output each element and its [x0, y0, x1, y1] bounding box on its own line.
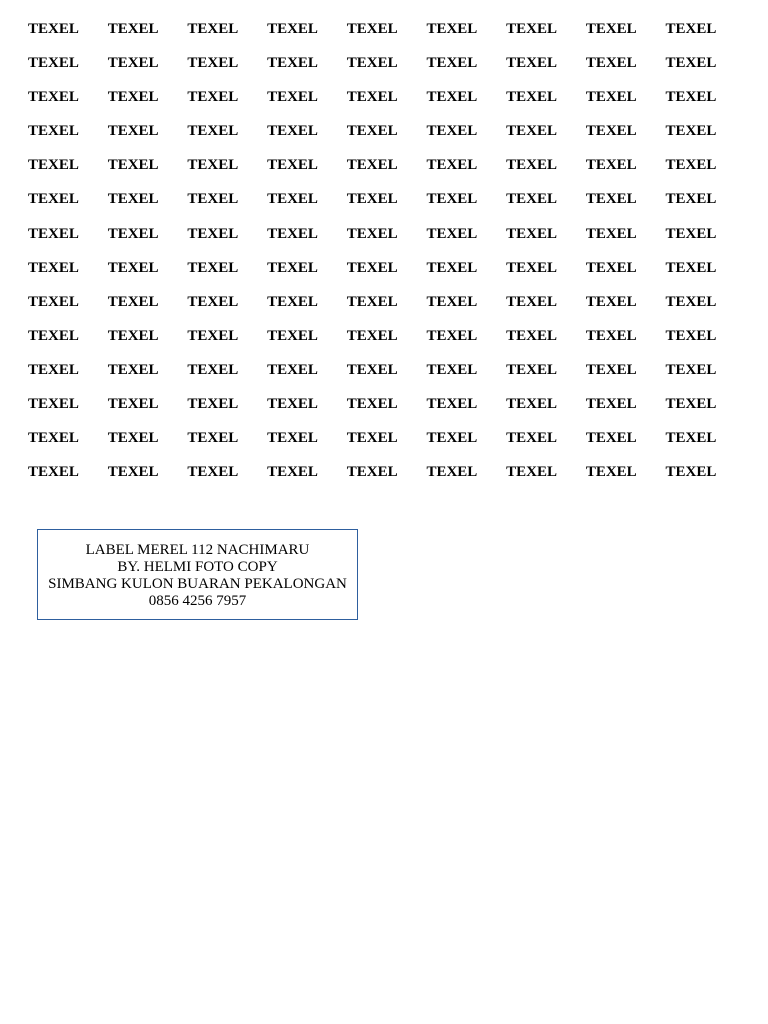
label-cell: TEXEL	[426, 464, 478, 481]
label-cell: TEXEL	[187, 225, 239, 242]
label-cell: TEXEL	[426, 225, 478, 242]
label-cell: TEXEL	[187, 430, 239, 447]
label-cell: TEXEL	[346, 361, 398, 378]
label-cell: TEXEL	[585, 293, 637, 310]
label-cell: TEXEL	[187, 21, 239, 37]
label-cell: TEXEL	[585, 89, 637, 106]
label-cell: TEXEL	[585, 396, 637, 413]
label-cell: TEXEL	[187, 191, 239, 208]
label-cell: TEXEL	[107, 464, 159, 481]
label-cell: TEXEL	[107, 21, 159, 37]
label-cell: TEXEL	[585, 225, 637, 242]
label-cell: TEXEL	[585, 327, 637, 344]
label-cell: TEXEL	[426, 327, 478, 344]
label-cell: TEXEL	[506, 157, 557, 174]
label-cell: TEXEL	[665, 225, 717, 242]
label-cell: TEXEL	[665, 464, 717, 481]
label-cell: TEXEL	[506, 464, 557, 481]
label-cell: TEXEL	[28, 396, 79, 413]
label-cell: TEXEL	[665, 157, 717, 174]
label-cell: TEXEL	[267, 464, 318, 481]
label-cell: TEXEL	[346, 396, 398, 413]
label-cell: TEXEL	[28, 21, 79, 37]
label-cell: TEXEL	[107, 430, 159, 447]
label-cell: TEXEL	[585, 361, 637, 378]
label-cell: TEXEL	[28, 464, 79, 481]
label-cell: TEXEL	[267, 123, 318, 140]
label-cell: TEXEL	[28, 327, 79, 344]
label-cell: TEXEL	[28, 191, 79, 208]
label-cell: TEXEL	[585, 191, 637, 208]
label-grid	[28, 19, 748, 496]
label-cell: TEXEL	[187, 293, 239, 310]
label-cell: TEXEL	[346, 259, 398, 276]
label-cell: TEXEL	[665, 396, 717, 413]
label-cell: TEXEL	[346, 157, 398, 174]
label-cell: TEXEL	[107, 361, 159, 378]
label-cell: TEXEL	[346, 123, 398, 140]
label-cell: TEXEL	[28, 225, 79, 242]
label-cell: TEXEL	[665, 123, 717, 140]
label-cell: TEXEL	[506, 21, 557, 37]
label-cell: TEXEL	[426, 361, 478, 378]
label-cell: TEXEL	[585, 464, 637, 481]
info-address: SIMBANG KULON BUARAN PEKALONGAN	[48, 576, 347, 592]
label-cell: TEXEL	[187, 327, 239, 344]
label-cell: TEXEL	[426, 259, 478, 276]
label-cell: TEXEL	[267, 225, 318, 242]
label-cell: TEXEL	[107, 191, 159, 208]
label-cell: TEXEL	[426, 293, 478, 310]
label-cell: TEXEL	[585, 55, 637, 72]
label-cell: TEXEL	[346, 430, 398, 447]
label-cell: TEXEL	[187, 361, 239, 378]
label-cell: TEXEL	[107, 89, 159, 106]
label-cell: TEXEL	[187, 259, 239, 276]
label-cell: TEXEL	[346, 293, 398, 310]
label-cell: TEXEL	[28, 55, 79, 72]
label-cell: TEXEL	[267, 21, 318, 37]
label-cell: TEXEL	[506, 293, 557, 310]
label-cell: TEXEL	[267, 396, 318, 413]
label-cell: TEXEL	[107, 157, 159, 174]
label-cell: TEXEL	[267, 430, 318, 447]
label-cell: TEXEL	[267, 191, 318, 208]
label-cell: TEXEL	[28, 293, 79, 310]
label-cell: TEXEL	[506, 327, 557, 344]
label-cell: TEXEL	[28, 430, 79, 447]
label-cell: TEXEL	[267, 361, 318, 378]
label-cell: TEXEL	[665, 191, 717, 208]
label-cell: TEXEL	[187, 89, 239, 106]
label-cell: TEXEL	[585, 157, 637, 174]
label-cell: TEXEL	[187, 55, 239, 72]
label-cell: TEXEL	[267, 157, 318, 174]
label-cell: TEXEL	[426, 89, 478, 106]
label-cell: TEXEL	[346, 55, 398, 72]
label-cell: TEXEL	[187, 157, 239, 174]
label-cell: TEXEL	[107, 55, 159, 72]
label-cell: TEXEL	[107, 225, 159, 242]
label-cell: TEXEL	[506, 259, 557, 276]
label-cell: TEXEL	[585, 123, 637, 140]
label-cell: TEXEL	[426, 55, 478, 72]
label-cell: TEXEL	[346, 191, 398, 208]
label-cell: TEXEL	[28, 361, 79, 378]
label-cell: TEXEL	[28, 259, 79, 276]
label-cell: TEXEL	[28, 89, 79, 106]
label-cell: TEXEL	[267, 327, 318, 344]
label-cell: TEXEL	[506, 191, 557, 208]
label-cell: TEXEL	[585, 21, 637, 37]
label-cell: TEXEL	[506, 225, 557, 242]
label-cell: TEXEL	[506, 89, 557, 106]
label-cell: TEXEL	[346, 464, 398, 481]
label-cell: TEXEL	[107, 396, 159, 413]
label-cell: TEXEL	[665, 327, 717, 344]
label-cell: TEXEL	[187, 396, 239, 413]
label-cell: TEXEL	[107, 327, 159, 344]
label-cell: TEXEL	[426, 123, 478, 140]
label-cell: TEXEL	[426, 157, 478, 174]
label-cell: TEXEL	[346, 327, 398, 344]
label-cell: TEXEL	[267, 293, 318, 310]
label-cell: TEXEL	[267, 55, 318, 72]
label-cell: TEXEL	[506, 361, 557, 378]
label-cell: TEXEL	[187, 123, 239, 140]
label-cell: TEXEL	[426, 430, 478, 447]
label-cell: TEXEL	[665, 259, 717, 276]
label-cell: TEXEL	[426, 21, 478, 37]
info-box	[37, 529, 358, 620]
info-phone: 0856 4256 7957	[148, 593, 247, 609]
label-cell: TEXEL	[506, 430, 557, 447]
label-cell: TEXEL	[506, 396, 557, 413]
label-cell: TEXEL	[665, 430, 717, 447]
label-cell: TEXEL	[506, 123, 557, 140]
label-cell: TEXEL	[426, 396, 478, 413]
label-cell: TEXEL	[28, 123, 79, 140]
label-cell: TEXEL	[665, 21, 717, 37]
label-cell: TEXEL	[107, 259, 159, 276]
label-cell: TEXEL	[107, 123, 159, 140]
info-author: BY. HELMI FOTO COPY	[117, 559, 278, 575]
label-cell: TEXEL	[346, 21, 398, 37]
label-cell: TEXEL	[665, 55, 717, 72]
label-cell: TEXEL	[426, 191, 478, 208]
label-cell: TEXEL	[585, 259, 637, 276]
label-cell: TEXEL	[28, 157, 79, 174]
label-cell: TEXEL	[506, 55, 557, 72]
info-title: LABEL MEREL 112 NACHIMARU	[85, 542, 310, 558]
label-cell: TEXEL	[665, 293, 717, 310]
label-cell: TEXEL	[346, 89, 398, 106]
label-cell: TEXEL	[267, 89, 318, 106]
label-cell: TEXEL	[187, 464, 239, 481]
label-cell: TEXEL	[665, 361, 717, 378]
label-cell: TEXEL	[107, 293, 159, 310]
label-cell: TEXEL	[267, 259, 318, 276]
label-cell: TEXEL	[665, 89, 717, 106]
label-cell: TEXEL	[346, 225, 398, 242]
label-cell: TEXEL	[585, 430, 637, 447]
